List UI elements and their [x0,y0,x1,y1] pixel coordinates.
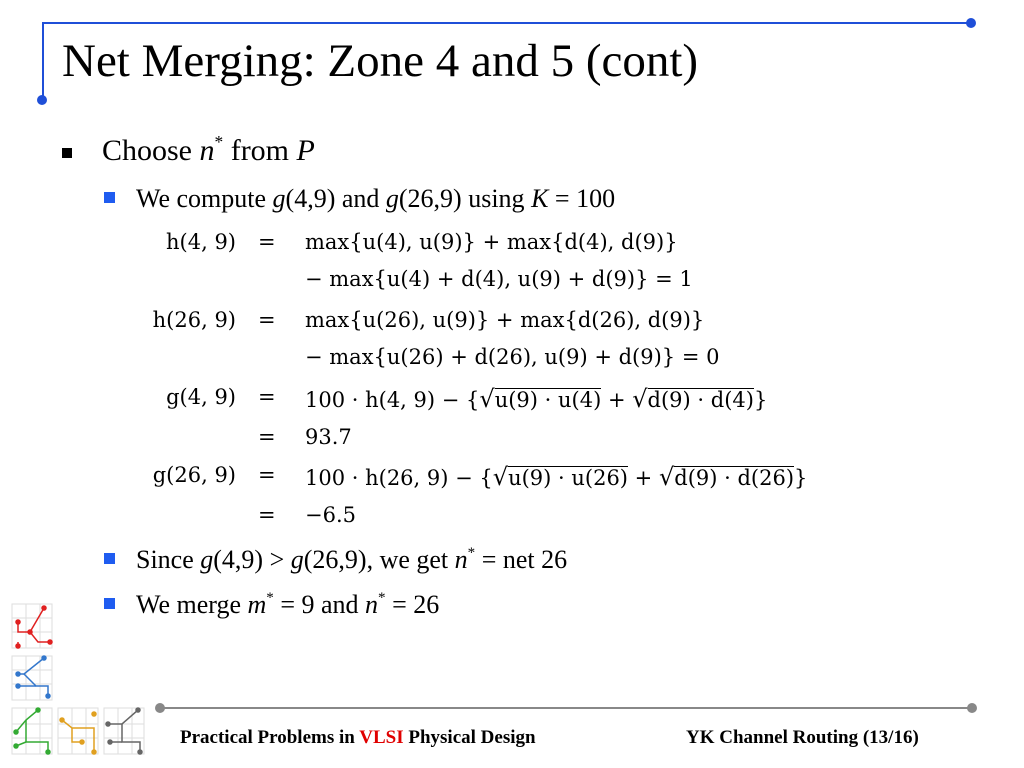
sub-bullet-square-icon [104,553,115,564]
footer-rule [160,707,972,709]
footer-slide-number: YK Channel Routing (13/16) [686,727,919,748]
footer-right-dot [967,703,977,713]
left-bottom-dot [37,95,47,105]
routing-logo-icon [10,602,145,758]
bullet-square-icon [62,148,72,158]
sub-bullet-square-icon [104,192,115,203]
top-frame-line [42,22,972,24]
left-frame-line [42,22,44,100]
footer-course-title: Practical Problems in VLSI Physical Design [180,727,536,748]
slide-title: Net Merging: Zone 4 and 5 (cont) [62,35,699,87]
top-right-dot [966,18,976,28]
